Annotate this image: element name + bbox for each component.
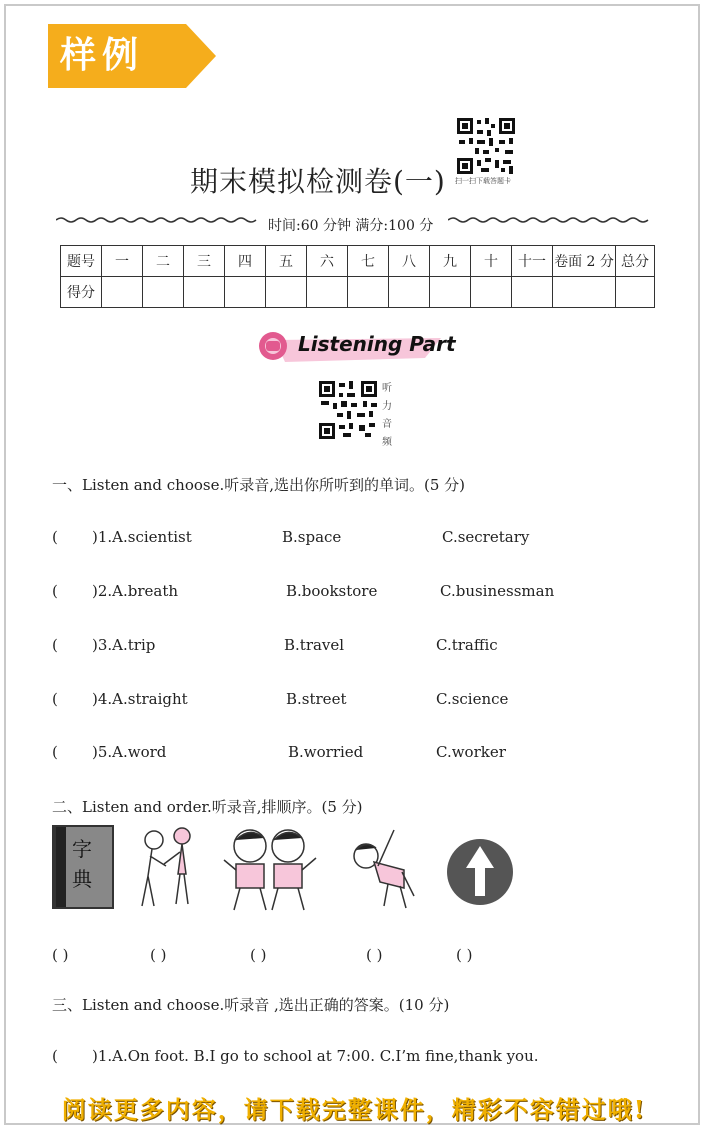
score-table-header-row [61,246,655,277]
option-b: B.street [286,690,347,708]
option-a: )1.A.scientist [92,528,192,546]
score-cell[interactable] [307,277,348,308]
score-cell[interactable] [184,277,225,308]
question-options: )1.A.On foot. B.I go to school at 7:00. C.I’m fine,thank you. [92,1047,539,1065]
download-promo-footer[interactable]: 阅读更多内容，请下载完整课件，精彩不容错过哦! [61,1095,647,1124]
audio-qr-code-icon[interactable] [318,380,378,440]
header-cell: 十 [471,246,512,277]
header-cell: 三 [184,246,225,277]
score-cell[interactable] [471,277,512,308]
section-1-heading: 一、Listen and choose.听录音,选出你所听到的单词。(5 分) [52,476,466,494]
audio-qr-caption: 听力音频 [382,383,392,448]
answer-paren[interactable]: ( [52,582,58,600]
score-table [60,245,655,308]
section-2-heading: 二、Listen and order.听录音,排顺序。(5 分) [52,798,363,816]
option-c: C.worker [436,743,506,761]
answer-paren[interactable]: ( [52,528,58,546]
score-cell[interactable] [553,277,616,308]
option-b: B.travel [284,636,345,654]
answer-paren[interactable]: ( [52,743,58,761]
score-cell[interactable] [616,277,655,308]
header-cell: 题号 [61,246,102,277]
order-answer-1[interactable]: ( ) [52,946,69,964]
order-answer-2[interactable]: ( ) [150,946,167,964]
score-cell[interactable] [430,277,471,308]
header-cell: 八 [389,246,430,277]
order-answer-4[interactable]: ( ) [366,946,383,964]
option-a: )3.A.trip [92,636,156,654]
answer-paren[interactable]: ( [52,1047,58,1065]
page-title: 期末模拟检测卷(一) [190,165,446,198]
header-cell: 二 [143,246,184,277]
listening-badge-label: Listening Part [298,332,456,356]
header-cell: 总分 [616,246,655,277]
option-a: )4.A.straight [92,690,188,708]
decorative-divider-right [448,216,653,224]
section-3-heading: 三、Listen and choose.听录音 ,选出正确的答案。(10 分) [52,996,450,1014]
header-cell: 五 [266,246,307,277]
option-b: B.bookstore [286,582,378,600]
sample-banner-label: 样例 [60,35,145,76]
score-table-score-row [61,277,655,308]
header-cell: 四 [225,246,266,277]
row-label: 得分 [61,277,102,308]
two-boys-picture [222,826,318,912]
decorative-divider-left [56,216,261,224]
header-cell: 卷面 2 分 [553,246,616,277]
dictionary-label: 字典 [72,837,92,891]
option-a: )2.A.breath [92,582,179,600]
score-cell[interactable] [266,277,307,308]
header-cell: 六 [307,246,348,277]
sample-banner-arrow [186,24,216,88]
score-cell[interactable] [143,277,184,308]
score-cell[interactable] [348,277,389,308]
exam-meta: 时间:60 分钟 满分:100 分 [268,218,434,234]
order-answer-5[interactable]: ( ) [456,946,473,964]
qr-caption: 扫一扫下载答题卡 [455,177,511,185]
straight-arrow-sign [446,838,514,906]
answer-paren[interactable]: ( [52,690,58,708]
score-cell[interactable] [389,277,430,308]
girl-exercising-picture [344,826,420,912]
option-c: C.science [436,690,509,708]
option-c: C.secretary [442,528,530,546]
answer-paren[interactable]: ( [52,636,58,654]
option-a: )5.A.word [92,743,167,761]
score-cell[interactable] [512,277,553,308]
option-c: C.traffic [436,636,498,654]
header-cell: 七 [348,246,389,277]
option-b: B.space [282,528,342,546]
score-cell[interactable] [225,277,266,308]
option-c: C.businessman [440,582,555,600]
qr-code-icon[interactable] [455,116,517,176]
header-cell: 一 [102,246,143,277]
header-cell: 十一 [512,246,553,277]
option-b: B.worried [288,743,364,761]
score-cell[interactable] [102,277,143,308]
order-answer-3[interactable]: ( ) [250,946,267,964]
helping-old-man-picture [138,826,204,912]
header-cell: 九 [430,246,471,277]
